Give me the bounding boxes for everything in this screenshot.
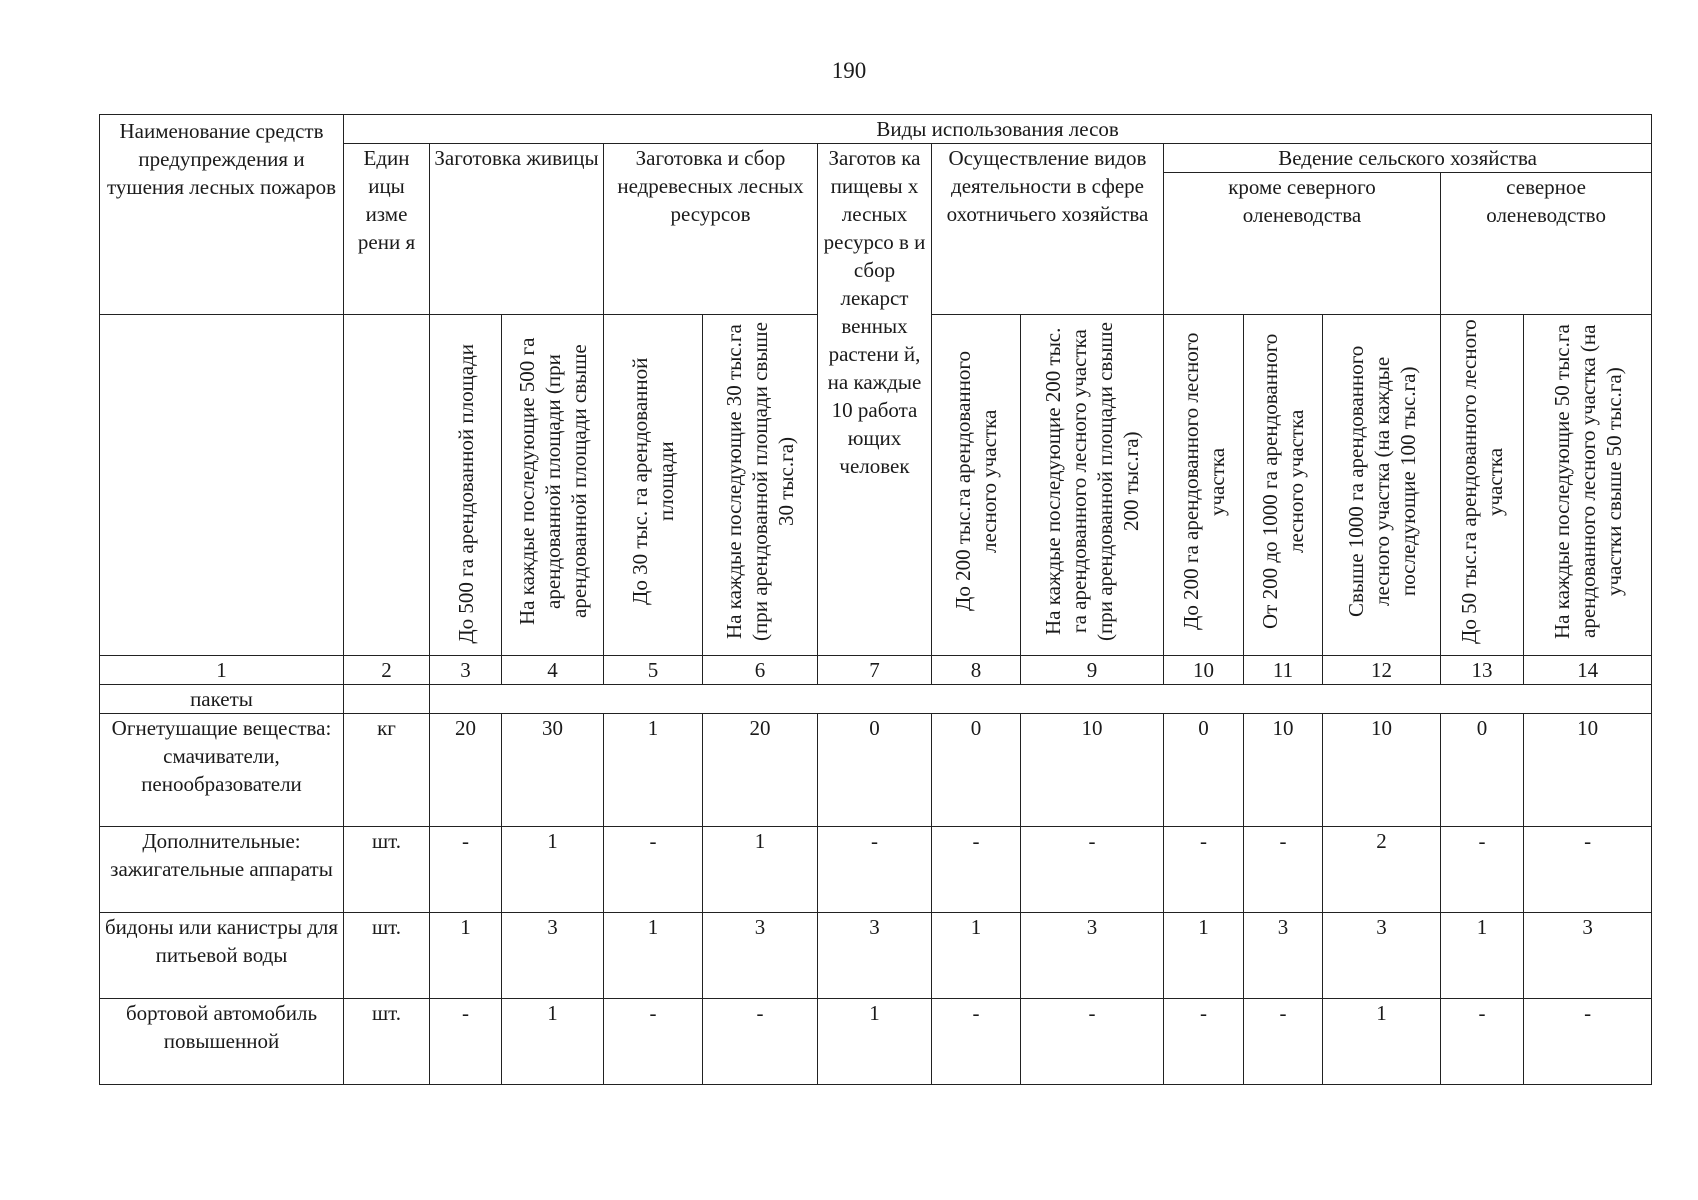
subheader-col-12 <box>1323 315 1441 656</box>
header-agriculture: Ведение сельского хозяйства <box>1164 144 1652 173</box>
col-number: 6 <box>703 656 818 685</box>
table-cell: 1 <box>502 827 604 913</box>
header-except-reindeer: кроме северного оленеводства <box>1164 173 1441 315</box>
row-name: бидоны или канистры для питьевой воды <box>100 913 344 999</box>
table-cell: - <box>1441 999 1524 1085</box>
table-cell: 3 <box>1021 913 1164 999</box>
col-number: 14 <box>1524 656 1652 685</box>
subheader-col-9 <box>1021 315 1164 656</box>
table-row <box>100 999 1652 1085</box>
subheader-col-14-text: На каждые последующие 50 тыс.га арендованного лесного участка (на участки свыше 50 тыс.га) <box>1549 324 1626 639</box>
subheader-col-11-text: От 200 до 1000 га арендованного лесного участка <box>1258 333 1308 630</box>
table-cell: 1 <box>703 827 818 913</box>
table-cell: 0 <box>1164 714 1244 827</box>
table-cell: 1 <box>604 714 703 827</box>
table-cell: 20 <box>703 714 818 827</box>
table-cell: 30 <box>502 714 604 827</box>
forest-fire-equipment-table <box>99 114 1652 1085</box>
subheader-col-5 <box>604 315 703 656</box>
table-cell: 10 <box>1323 714 1441 827</box>
col-number: 7 <box>818 656 932 685</box>
table-cell: 10 <box>1244 714 1323 827</box>
table-cell: - <box>1524 999 1652 1085</box>
table-cell: 1 <box>932 913 1021 999</box>
row-name: Огнетушащие вещества: смачиватели, пенообразователи <box>100 714 344 827</box>
table-cell: 0 <box>1441 714 1524 827</box>
table-cell: - <box>1021 999 1164 1085</box>
table-cell: - <box>932 827 1021 913</box>
col-number: 10 <box>1164 656 1244 685</box>
table-cell: 10 <box>1021 714 1164 827</box>
table-cell: 10 <box>1524 714 1652 827</box>
subheader-col-4-text: На каждые последующие 500 га арендованной площади (при арендованной площади свыше <box>514 337 591 626</box>
subheader-col-13 <box>1441 315 1524 656</box>
table-cell: - <box>932 999 1021 1085</box>
table-cell: - <box>604 999 703 1085</box>
table-cell: 3 <box>1524 913 1652 999</box>
subheader-col-4 <box>502 315 604 656</box>
table-row <box>100 685 1652 714</box>
table-cell: 3 <box>1323 913 1441 999</box>
table-cell: - <box>1524 827 1652 913</box>
table-cell: 1 <box>818 999 932 1085</box>
table-cell: 2 <box>1323 827 1441 913</box>
table-cell: 1 <box>1164 913 1244 999</box>
subheader-col-9-text: На каждые последующие 200 тыс. га арендованного лесного участка (при арендованной площади свыше 200 тыс.га) <box>1041 322 1143 641</box>
col-number: 2 <box>344 656 430 685</box>
table-cell: - <box>1244 999 1323 1085</box>
table-row <box>100 827 1652 913</box>
table-row <box>100 714 1652 827</box>
subheader-col-6 <box>703 315 818 656</box>
subheader-col-13-text: До 50 тыс.га арендованного лесного участка <box>1457 319 1507 644</box>
table-cell: - <box>1021 827 1164 913</box>
subheader-col-3 <box>430 315 502 656</box>
table-cell: 1 <box>430 913 502 999</box>
subheader-col-3-text: До 500 га арендованной площади <box>453 344 478 644</box>
table-cell: - <box>703 999 818 1085</box>
col-number: 1 <box>100 656 344 685</box>
table-cell: - <box>1244 827 1323 913</box>
row-name: Дополнительные: зажигательные аппараты <box>100 827 344 913</box>
table-cell: - <box>818 827 932 913</box>
subheader-col-8 <box>932 315 1021 656</box>
col-number: 4 <box>502 656 604 685</box>
table-cell: - <box>1441 827 1524 913</box>
header-empty-unit <box>344 315 430 656</box>
table-cell: 1 <box>1323 999 1441 1085</box>
table-cell: - <box>1164 999 1244 1085</box>
header-food-resources: Заготов ка пищевы х лесных ресурсо в и сбор лекарст венных растени й, на каждые 10 работа ющих человек <box>818 144 932 656</box>
table-cell: - <box>604 827 703 913</box>
table-cell: 0 <box>932 714 1021 827</box>
col-number: 8 <box>932 656 1021 685</box>
row-unit: кг <box>344 714 430 827</box>
table-cell: 3 <box>818 913 932 999</box>
column-number-row <box>100 656 1652 685</box>
col-number: 3 <box>430 656 502 685</box>
subheader-col-12-text: Свыше 1000 га арендованного лесного участка (на каждые последующие 100 тыс.га) <box>1343 345 1420 618</box>
table-cell: 0 <box>818 714 932 827</box>
col-number: 5 <box>604 656 703 685</box>
header-resin-harvest: Заготовка живицы <box>430 144 604 315</box>
row-unit: шт. <box>344 827 430 913</box>
col-number: 13 <box>1441 656 1524 685</box>
row-name: пакеты <box>100 685 344 714</box>
col-number: 12 <box>1323 656 1441 685</box>
row-unit: шт. <box>344 999 430 1085</box>
header-empty-name <box>100 315 344 656</box>
table-cell: 1 <box>604 913 703 999</box>
subheader-col-5-text: До 30 тыс. га арендованной площади <box>628 357 678 606</box>
subheader-col-6-text: На каждые последующие 30 тыс.га (при арендованной площади свыше 30 тыс.га) <box>722 322 798 641</box>
row-name: бортовой автомобиль повышенной <box>100 999 344 1085</box>
table-cell: 1 <box>1441 913 1524 999</box>
row-unit: шт. <box>344 913 430 999</box>
col-number: 11 <box>1244 656 1323 685</box>
subheader-col-8-text: До 200 тыс.га арендованного лесного участка <box>951 351 1001 612</box>
row-empty-span <box>430 685 1652 714</box>
table-cell: - <box>430 827 502 913</box>
subheader-col-10-text: До 200 га арендованного лесного участка <box>1178 332 1229 631</box>
page-number: 190 <box>831 58 867 83</box>
header-unit-column: Един ицы изме рени я <box>344 144 430 315</box>
header-non-timber-resources: Заготовка и сбор недревесных лесных ресурсов <box>604 144 818 315</box>
subheader-col-11 <box>1244 315 1323 656</box>
table-cell: 3 <box>502 913 604 999</box>
table-cell: 1 <box>502 999 604 1085</box>
header-name-column: Наименование средств предупреждения и тушения лесных пожаров <box>100 115 344 315</box>
table-cell: - <box>430 999 502 1085</box>
table-row <box>100 913 1652 999</box>
table-cell: 3 <box>1244 913 1323 999</box>
header-reindeer-herding: северное оленеводство <box>1441 173 1652 315</box>
table-cell: 3 <box>703 913 818 999</box>
table-cell: - <box>1164 827 1244 913</box>
header-hunting: Осуществление видов деятельности в сфере охотничьего хозяйства <box>932 144 1164 315</box>
row-unit <box>344 685 430 714</box>
table-cell: 20 <box>430 714 502 827</box>
col-number: 9 <box>1021 656 1164 685</box>
subheader-col-10 <box>1164 315 1244 656</box>
subheader-col-14 <box>1524 315 1652 656</box>
header-forest-use-types: Виды использования лесов <box>344 115 1652 144</box>
